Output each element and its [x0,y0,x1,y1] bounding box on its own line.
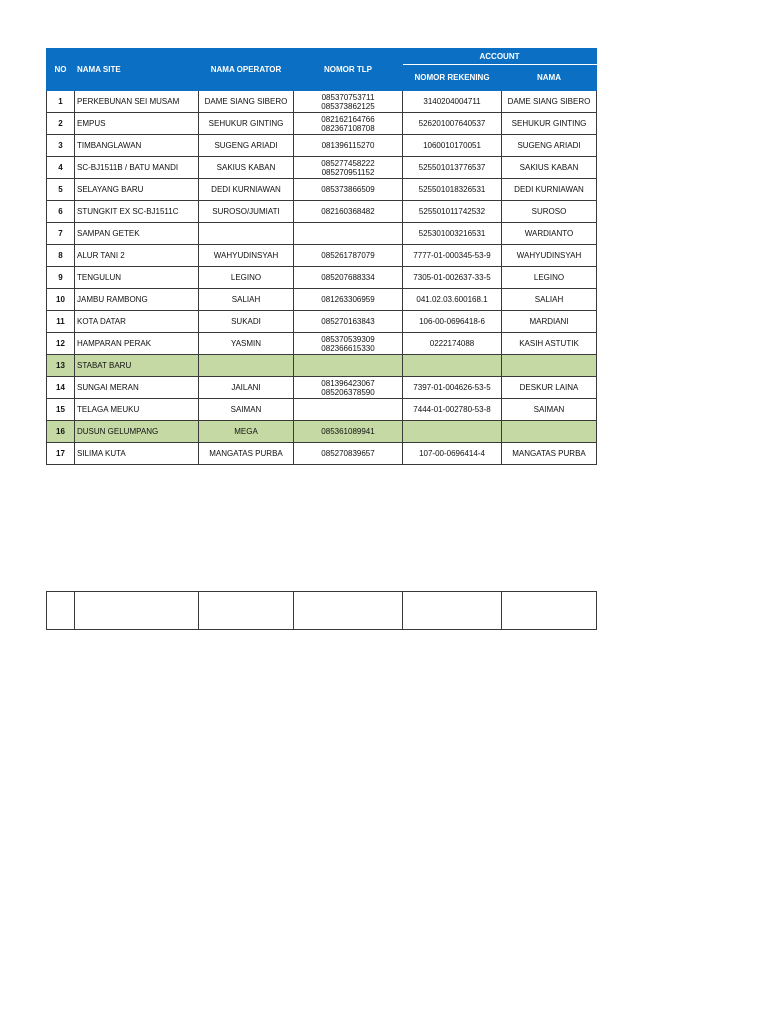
cell-nomor-rekening[interactable] [403,421,502,443]
phone-number: 085370753711 [321,92,375,102]
header-nomor-tlp: NOMOR TLP [294,49,403,91]
cell-nama-site[interactable]: HAMPARAN PERAK [75,333,199,355]
table-row [47,113,597,135]
table-row [47,201,597,223]
table-body [47,91,597,465]
cell-no[interactable]: 15 [47,399,75,421]
cell-nama-site[interactable]: ALUR TANI 2 [75,245,199,267]
cell-nomor-tlp[interactable] [294,201,403,223]
cell-nama[interactable]: DESKUR LAINA [502,377,597,399]
table-row [47,377,597,399]
phone-number: 085270163843 [321,317,375,326]
cell-nomor-rekening[interactable]: 525501013776537 [403,157,502,179]
empty-cell[interactable] [294,592,403,630]
phone-number: 082366615330 [321,343,375,353]
cell-no[interactable]: 2 [47,113,75,135]
cell-nama[interactable]: DAME SIANG SIBERO [502,91,597,113]
cell-nama-site[interactable]: SELAYANG BARU [75,179,199,201]
empty-row [47,592,597,630]
phone-number: 082367108708 [321,123,375,133]
cell-nomor-rekening[interactable]: 3140204004711 [403,91,502,113]
phone-number: 082160368482 [321,207,375,216]
cell-nomor-tlp[interactable] [294,289,403,311]
cell-nama-site[interactable]: STUNGKIT EX SC-BJ1511C [75,201,199,223]
cell-no[interactable]: 14 [47,377,75,399]
cell-nama[interactable] [502,421,597,443]
cell-no[interactable]: 5 [47,179,75,201]
cell-nama[interactable] [502,355,597,377]
cell-nomor-rekening[interactable]: 525301003216531 [403,223,502,245]
cell-nomor-rekening[interactable]: 7397-01-004626-53-5 [403,377,502,399]
cell-nama-site[interactable]: SC-BJ1511B / BATU MANDI [75,157,199,179]
cell-nama-operator[interactable]: SALIAH [199,289,294,311]
cell-no[interactable]: 6 [47,201,75,223]
cell-nomor-rekening[interactable]: 1060010170051 [403,135,502,157]
phone-number: 085277458222 [321,158,375,168]
table-row [47,399,597,421]
cell-nama-site[interactable]: TELAGA MEUKU [75,399,199,421]
cell-nama-site[interactable]: TIMBANGLAWAN [75,135,199,157]
cell-nomor-rekening[interactable]: 107-00-0696414-4 [403,443,502,465]
cell-nomor-tlp[interactable] [294,421,403,443]
cell-nama-operator[interactable] [199,355,294,377]
cell-nama[interactable]: SAKIUS KABAN [502,157,597,179]
cell-nomor-tlp[interactable] [294,399,403,421]
cell-nomor-rekening[interactable]: 526201007640537 [403,113,502,135]
cell-nama-operator[interactable]: WAHYUDINSYAH [199,245,294,267]
cell-no[interactable]: 3 [47,135,75,157]
table-row [47,223,597,245]
phone-number: 085270951152 [321,167,375,177]
cell-nama-operator[interactable]: SUGENG ARIADI [199,135,294,157]
cell-no[interactable]: 16 [47,421,75,443]
cell-nomor-rekening[interactable]: 041.02.03.600168.1 [403,289,502,311]
cell-nomor-rekening[interactable]: 7305-01-002637-33-5 [403,267,502,289]
cell-nama-operator[interactable]: YASMIN [199,333,294,355]
cell-nama[interactable]: MANGATAS PURBA [502,443,597,465]
table-row [47,135,597,157]
cell-nama-operator[interactable]: SUROSO/JUMIATI [199,201,294,223]
cell-nomor-tlp[interactable] [294,267,403,289]
phone-number: 082162164766 [321,114,375,124]
phone-number: 085373866509 [321,185,375,194]
cell-no[interactable]: 1 [47,91,75,113]
cell-no[interactable]: 11 [47,311,75,333]
table-row [47,157,597,179]
phone-number: 085261787079 [321,251,375,260]
header-nama-operator: NAMA OPERATOR [199,49,294,91]
cell-nomor-rekening[interactable]: 106-00-0696418-6 [403,311,502,333]
cell-nama-site[interactable]: TENGULUN [75,267,199,289]
cell-nama[interactable]: DEDI KURNIAWAN [502,179,597,201]
cell-nama-operator[interactable]: SEHUKUR GINTING [199,113,294,135]
cell-nomor-tlp[interactable] [294,113,403,135]
cell-nama-operator[interactable]: DEDI KURNIAWAN [199,179,294,201]
cell-nama[interactable]: SUROSO [502,201,597,223]
cell-nama[interactable]: SUGENG ARIADI [502,135,597,157]
cell-nama-site[interactable]: EMPUS [75,113,199,135]
operator-account-table [46,48,597,465]
cell-nama[interactable]: WAHYUDINSYAH [502,245,597,267]
cell-nomor-tlp[interactable] [294,311,403,333]
cell-no[interactable]: 4 [47,157,75,179]
cell-nama-site[interactable]: SILIMA KUTA [75,443,199,465]
table-row [47,245,597,267]
phone-number: 085370539309 [321,334,375,344]
table-row [47,289,597,311]
table-row [47,443,597,465]
table-row [47,91,597,113]
cell-nama-operator[interactable] [199,223,294,245]
cell-nama-site[interactable]: PERKEBUNAN SEI MUSAM [75,91,199,113]
cell-nama[interactable]: LEGINO [502,267,597,289]
cell-nama-site[interactable]: JAMBU RAMBONG [75,289,199,311]
table-row [47,333,597,355]
table-row [47,179,597,201]
phone-number: 085361089941 [321,427,375,436]
empty-cell[interactable] [403,592,502,630]
phone-number: 081396423067 [321,378,375,388]
cell-nomor-tlp[interactable] [294,179,403,201]
cell-nama-operator[interactable]: LEGINO [199,267,294,289]
empty-cell[interactable] [502,592,597,630]
cell-nomor-rekening[interactable]: 525501018326531 [403,179,502,201]
cell-no[interactable]: 13 [47,355,75,377]
cell-nomor-tlp[interactable] [294,333,403,355]
cell-nomor-tlp[interactable] [294,91,403,113]
cell-nama-site[interactable]: SUNGAI MERAN [75,377,199,399]
cell-nomor-tlp[interactable] [294,377,403,399]
cell-nomor-tlp[interactable] [294,443,403,465]
cell-nama-operator[interactable]: SUKADI [199,311,294,333]
empty-cell[interactable] [199,592,294,630]
table-row [47,267,597,289]
phone-number: 085206378590 [321,387,375,397]
empty-table [46,591,597,630]
cell-nama-operator[interactable]: SAKIUS KABAN [199,157,294,179]
cell-nama-site[interactable]: STABAT BARU [75,355,199,377]
cell-nomor-tlp[interactable] [294,157,403,179]
table-row [47,355,597,377]
cell-nama[interactable]: WARDIANTO [502,223,597,245]
cell-no[interactable]: 7 [47,223,75,245]
cell-nama[interactable]: SEHUKUR GINTING [502,113,597,135]
header-no: NO [47,49,75,91]
cell-nomor-rekening[interactable] [403,355,502,377]
header-nama-site: NAMA SITE [75,49,199,91]
cell-nomor-tlp[interactable] [294,223,403,245]
empty-cell[interactable] [47,592,75,630]
header-nama: NAMA [502,65,597,91]
cell-no[interactable]: 10 [47,289,75,311]
cell-nama-site[interactable]: KOTA DATAR [75,311,199,333]
cell-nama[interactable]: KASIH ASTUTIK [502,333,597,355]
phone-number: 085207688334 [321,273,375,282]
header-account: ACCOUNT [403,49,597,65]
phone-number: 081396115270 [321,141,375,150]
cell-nomor-tlp[interactable] [294,135,403,157]
phone-number: 085270839657 [321,449,375,458]
cell-no[interactable]: 17 [47,443,75,465]
cell-nomor-tlp[interactable] [294,245,403,267]
cell-nama-operator[interactable]: MANGATAS PURBA [199,443,294,465]
cell-no[interactable]: 9 [47,267,75,289]
cell-nama[interactable]: SAIMAN [502,399,597,421]
cell-nama[interactable]: MARDIANI [502,311,597,333]
cell-no[interactable]: 12 [47,333,75,355]
cell-nomor-tlp[interactable] [294,355,403,377]
phone-number: 081263306959 [321,295,375,304]
cell-no[interactable]: 8 [47,245,75,267]
cell-nama-site[interactable]: DUSUN GELUMPANG [75,421,199,443]
cell-nama-operator[interactable]: MEGA [199,421,294,443]
header-nomor-rekening: NOMOR REKENING [403,65,502,91]
cell-nomor-rekening[interactable]: 7444-01-002780-53-8 [403,399,502,421]
table-row [47,421,597,443]
cell-nama-operator[interactable]: SAIMAN [199,399,294,421]
cell-nomor-rekening[interactable]: 0222174088 [403,333,502,355]
cell-nama-operator[interactable]: DAME SIANG SIBERO [199,91,294,113]
cell-nomor-rekening[interactable]: 7777-01-000345-53-9 [403,245,502,267]
phone-number: 085373862125 [321,101,375,111]
cell-nama-operator[interactable]: JAILANI [199,377,294,399]
table-row [47,311,597,333]
cell-nama[interactable]: SALIAH [502,289,597,311]
cell-nomor-rekening[interactable]: 525501011742532 [403,201,502,223]
table-header [47,49,597,91]
empty-cell[interactable] [75,592,199,630]
cell-nama-site[interactable]: SAMPAN GETEK [75,223,199,245]
